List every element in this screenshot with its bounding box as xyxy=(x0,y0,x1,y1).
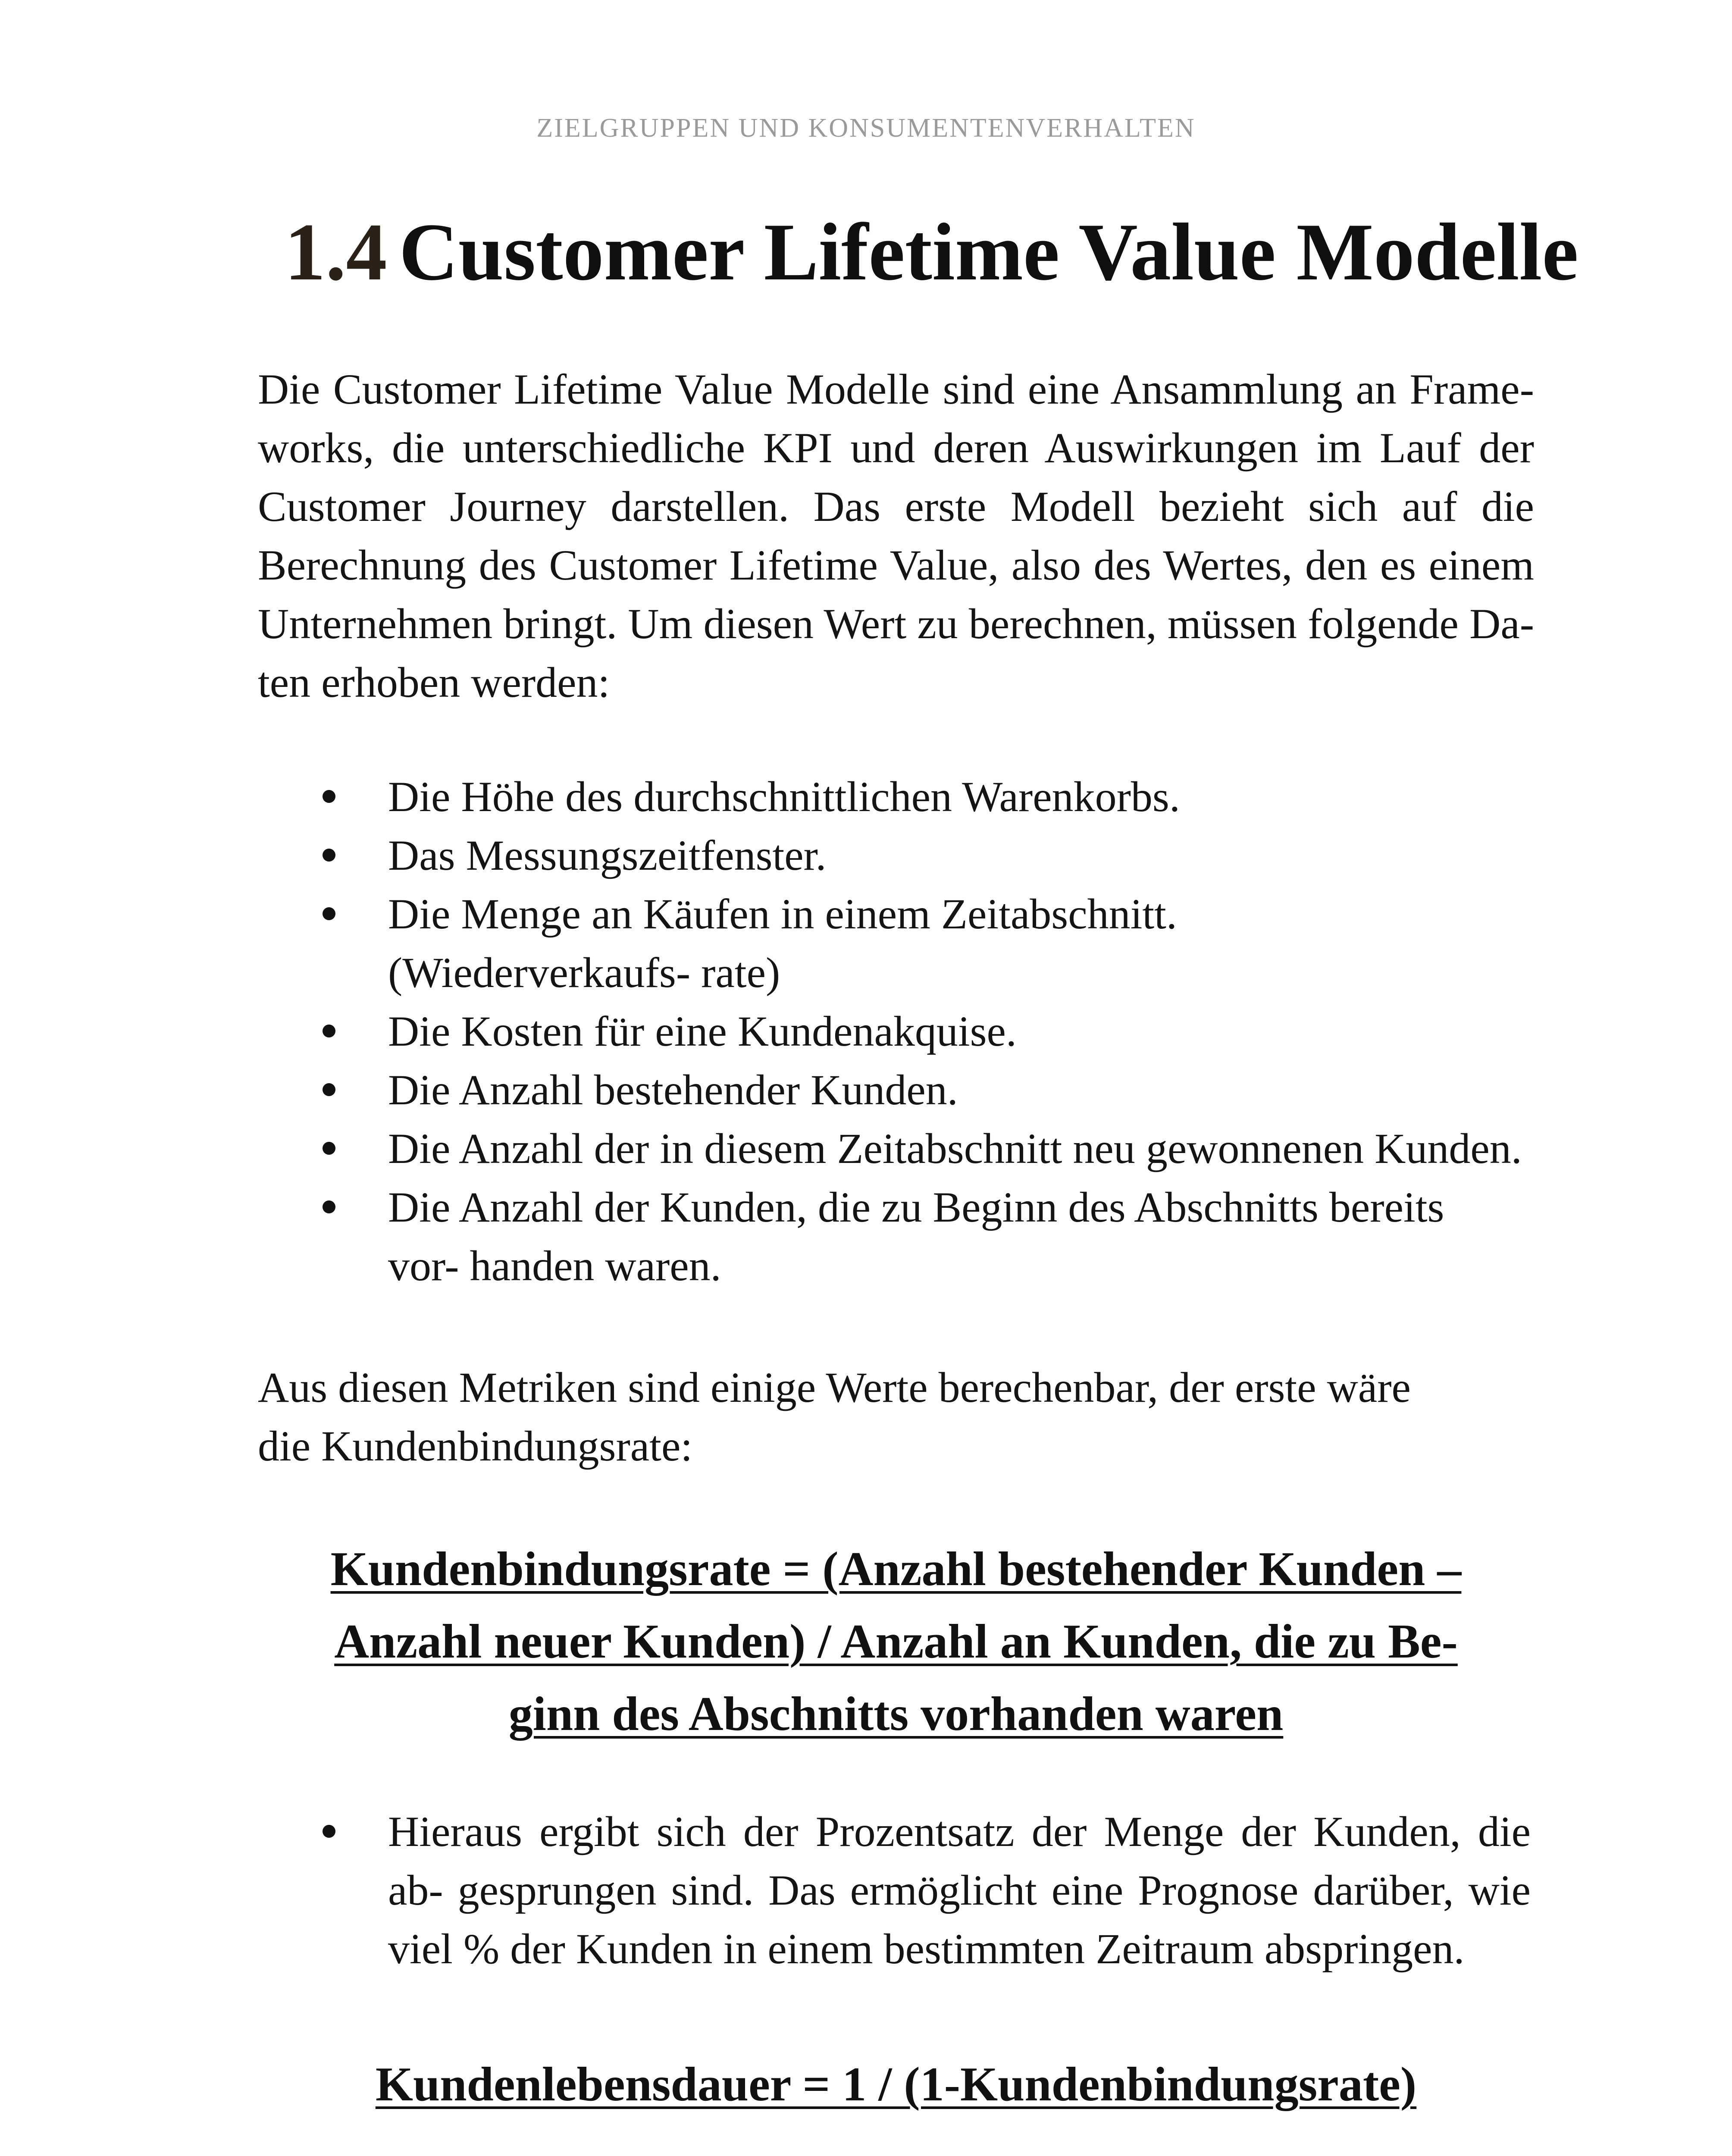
formula-line: Kundenlebensdauer = 1 / (1-Kundenbindungsrate) xyxy=(375,2058,1417,2111)
intro-line: works, die unterschiedliche KPI und deren Auswirkungen im Lauf der xyxy=(258,424,1534,472)
retention-rate-formula xyxy=(258,1533,1534,1750)
list-item xyxy=(258,1061,1543,1119)
bullet-icon xyxy=(323,907,335,920)
list-item xyxy=(258,1178,1500,1295)
retention-note-list xyxy=(258,1802,1543,1978)
data-requirements-list xyxy=(258,768,1543,1295)
list-item xyxy=(258,768,1543,826)
list-item xyxy=(258,1119,1543,1178)
bullet-icon xyxy=(323,1083,335,1096)
list-item-text: Die Anzahl der Kunden, die zu Beginn des Abschnitts bereits vor- handen waren. xyxy=(388,1183,1444,1290)
chapter-title xyxy=(285,203,1578,302)
bullet-icon xyxy=(323,790,335,803)
list-item-text: Die Anzahl bestehender Kunden. xyxy=(388,1066,958,1114)
bullet-icon xyxy=(323,1200,335,1213)
metrics-line: Aus diesen Metriken sind einige Werte berechenbar, der erste wäre xyxy=(258,1363,1411,1411)
list-item-text: Das Messungszeitfenster. xyxy=(388,831,827,879)
list-item-text: Die Menge an Käufen in einem Zeitabschnitt. (Wiederverkaufs- rate) xyxy=(388,890,1177,997)
intro-line: Die Customer Lifetime Value Modelle sind eine Ansammlung an Frame- xyxy=(258,365,1534,413)
intro-paragraph xyxy=(258,360,1534,712)
intro-line: Unternehmen bringt. Um diesen Wert zu berechnen, müssen folgende Da- xyxy=(258,600,1534,648)
list-item-text: Die Kosten für eine Kundenakquise. xyxy=(388,1007,1017,1055)
chapter-title-text: Customer Lifetime Value Modelle xyxy=(399,207,1579,298)
bullet-icon xyxy=(323,1825,335,1838)
list-item-text: Die Anzahl der in diesem Zeitabschnitt neu gewonnenen Kunden. xyxy=(388,1125,1522,1172)
intro-line: ten erhoben werden: xyxy=(258,658,610,706)
formula-line: ginn des Abschnitts vorhanden waren xyxy=(508,1687,1284,1741)
customer-lifetime-formula xyxy=(258,2048,1534,2121)
formula-line: Kundenbindungsrate = (Anzahl bestehender Kunden – xyxy=(330,1542,1462,1596)
list-item xyxy=(258,885,1436,1002)
bullet-icon xyxy=(323,1025,335,1037)
bullet-icon xyxy=(323,849,335,862)
bullet-icon xyxy=(323,1142,335,1155)
intro-line: Berechnung des Customer Lifetime Value, also des Wertes, den es einem xyxy=(258,541,1534,589)
chapter-number: 1.4 xyxy=(285,207,387,298)
list-item-text: Hieraus ergibt sich der Prozentsatz der Menge der Kunden, die ab- gesprungen sind. Das ermöglicht eine Prognose darüber, wie viel % der Kunden in einem bestimmten Zeitraum abspringen. xyxy=(388,1808,1531,1973)
running-header: ZIELGRUPPEN UND KONSUMENTENVERHALTEN xyxy=(536,113,1196,143)
formula-line: Anzahl neuer Kunden) / Anzahl an Kunden, die zu Be- xyxy=(334,1615,1458,1668)
list-item xyxy=(258,1802,1531,1978)
list-item xyxy=(258,826,1543,885)
metrics-paragraph xyxy=(258,1358,1534,1476)
intro-line: Customer Journey darstellen. Das erste Modell bezieht sich auf die xyxy=(258,483,1534,530)
metrics-line: die Kundenbindungsrate: xyxy=(258,1422,693,1470)
list-item-text: Die Höhe des durchschnittlichen Warenkorbs. xyxy=(388,773,1180,821)
list-item xyxy=(258,1002,1543,1061)
